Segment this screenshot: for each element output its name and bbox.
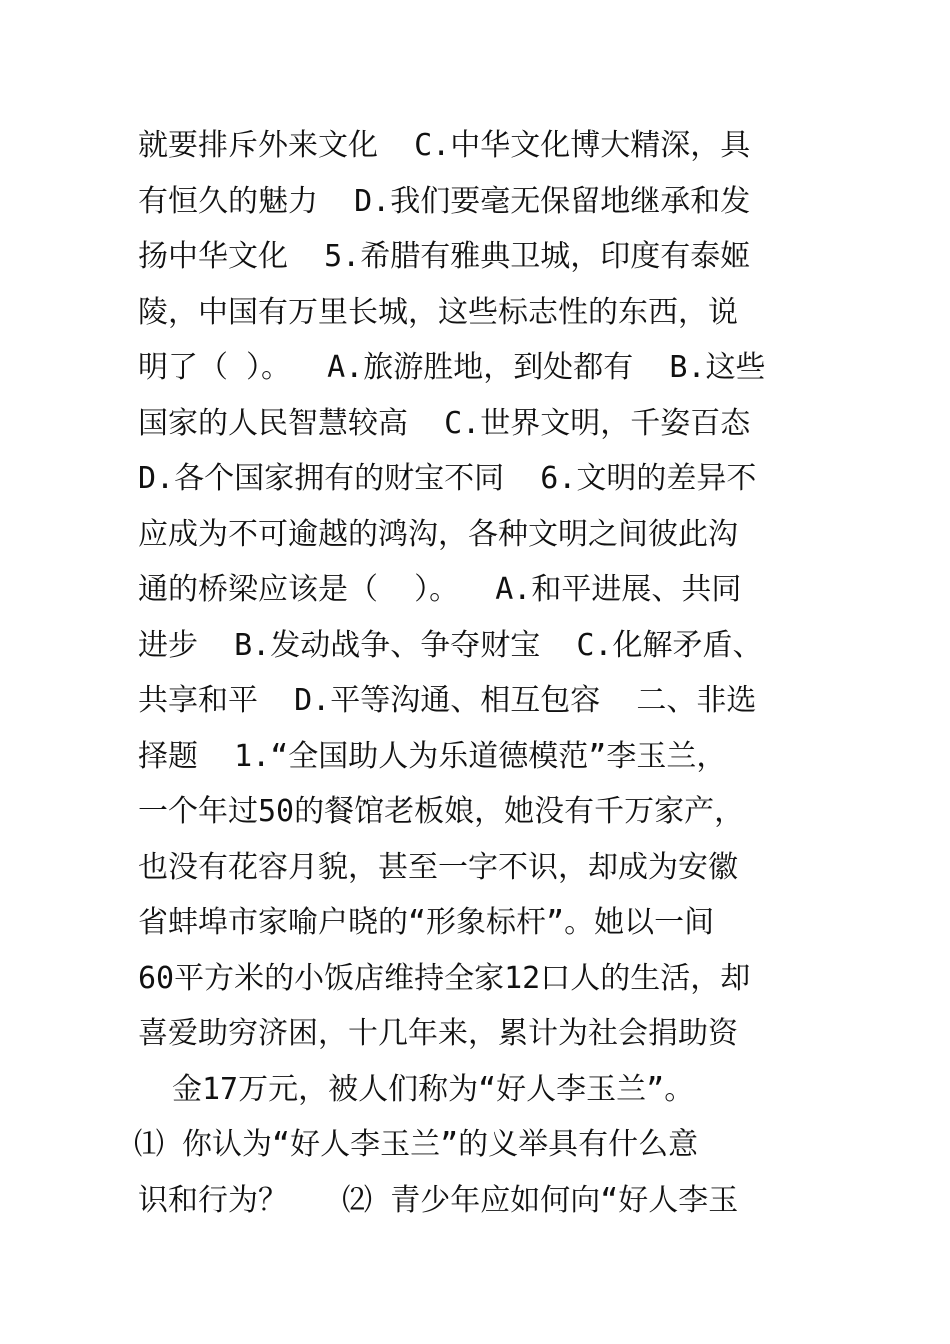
text-line-1: 就要排斥外来文化 C.中华文化博大精深，具 (138, 128, 751, 163)
text-line-18: 金17万元，被人们称为“好人李玉兰”。 (172, 1071, 695, 1107)
text-line-5: 明了（ ）。 A.旅游胜地，到处都有 B.这些 (138, 350, 766, 385)
text-line-2: 有恒久的魅力 D.我们要毫无保留地继承和发 (138, 183, 751, 219)
text-line-4: 陵，中国有万里长城，这些标志性的东西，说 (138, 294, 738, 330)
text-line-14: 也没有花容月貌，甚至一字不识，却成为安徽 (138, 849, 738, 885)
text-line-17: 喜爱助穷济困，十几年来，累计为社会捐助资 (138, 1016, 738, 1051)
text-line-3: 扬中华文化 5.希腊有雅典卫城，印度有泰姬 (138, 239, 751, 274)
text-line-7: D.各个国家拥有的财宝不同 6.文明的差异不 (138, 461, 757, 496)
text-line-9: 通的桥梁应该是（ ）。 A.和平进展、共同 (138, 572, 742, 607)
text-line-11: 共享和平 D.平等沟通、相互包容 二、非选 (138, 683, 757, 718)
text-line-16: 60平方米的小饭店维持全家12口人的生活，却 (138, 960, 751, 996)
text-line-13: 一个年过50的餐馆老板娘，她没有千万家产， (138, 794, 745, 829)
text-line-20: 识和行为？ ⑵ 青少年应如何向“好人李玉 (138, 1182, 739, 1218)
text-line-15: 省蚌埠市家喻户晓的“形象标杆”。她以一间 (138, 905, 715, 940)
text-line-6: 国家的人民智慧较高 C.世界文明，千姿百态 (138, 405, 751, 441)
text-line-10: 进步 B.发动战争、争夺财宝 C.化解矛盾、 (138, 627, 763, 663)
text-line-19: ⑴ 你认为“好人李玉兰”的义举具有什么意 (134, 1127, 699, 1162)
text-line-8: 应成为不可逾越的鸿沟，各种文明之间彼此沟 (138, 516, 738, 552)
document-body (134, 118, 828, 1228)
text-line-12: 择题 1.“全国助人为乐道德模范”李玉兰， (138, 738, 727, 774)
